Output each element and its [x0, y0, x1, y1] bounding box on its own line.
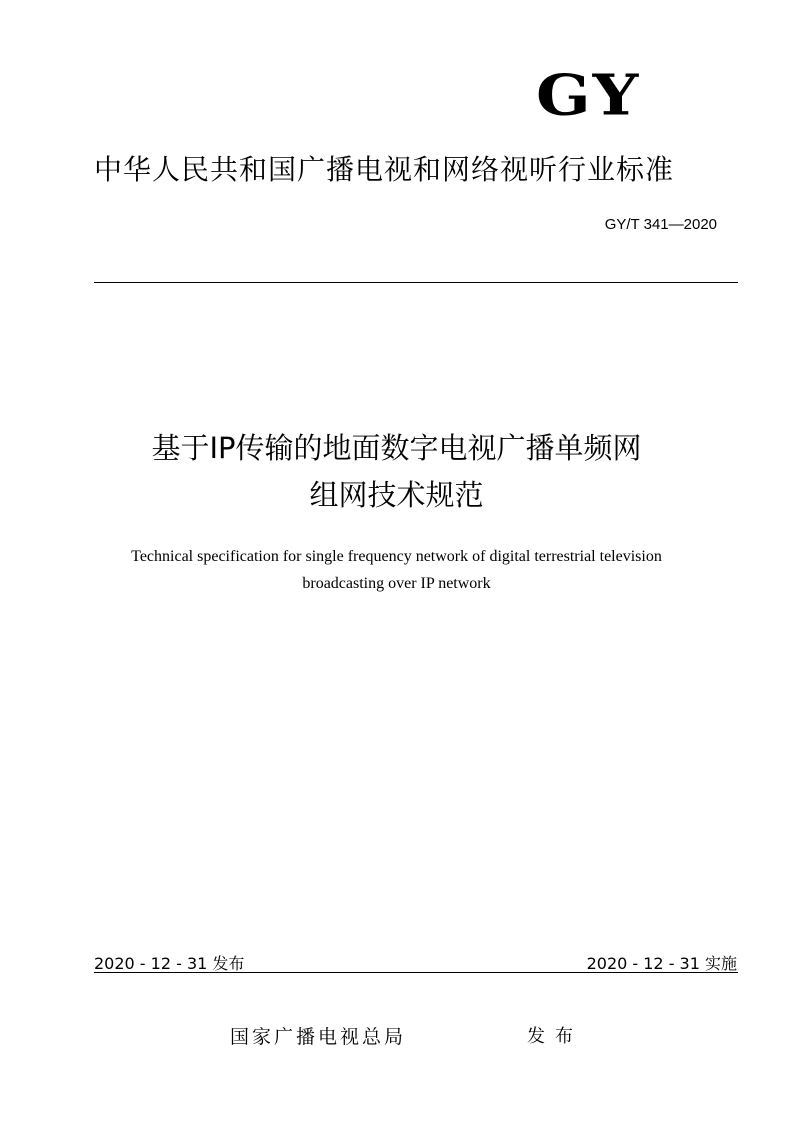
english-title-line-1: Technical specification for single frequency network of digital terrestrial television [131, 548, 662, 565]
industry-standard-name: 中华人民共和国广播电视和网络视听行业标准 [94, 153, 675, 186]
standard-number: GY/T 341—2020 [604, 216, 717, 233]
english-title-line-2: broadcasting over IP network [302, 575, 491, 592]
publisher-name: 国家广播电视总局 [230, 1026, 407, 1048]
top-divider [94, 282, 738, 283]
chinese-title-line-2: 组网技术规范 [309, 478, 484, 512]
implementation-date: 2020 - 12 - 31 实施 [586, 954, 737, 973]
gy-logo: GY [536, 62, 641, 129]
bottom-divider [94, 972, 738, 973]
issue-date: 2020 - 12 - 31 发布 [94, 954, 245, 973]
chinese-title-line-1: 基于IP传输的地面数字电视广播单频网 [151, 431, 642, 465]
published-label: 发布 [527, 1026, 583, 1047]
